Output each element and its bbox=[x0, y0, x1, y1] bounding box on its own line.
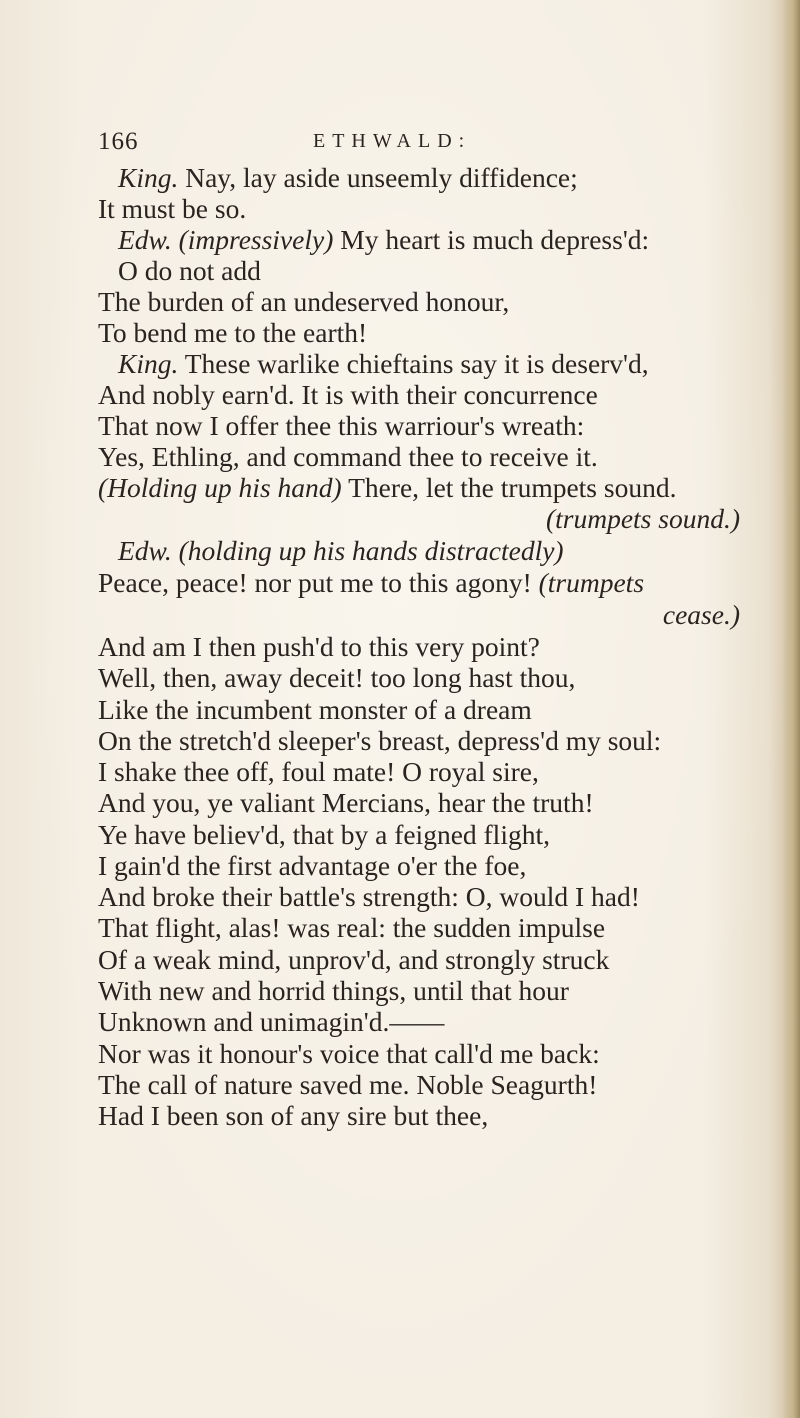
speaker-name: King. bbox=[118, 162, 179, 193]
stage-direction: (trumpets bbox=[538, 567, 645, 598]
line-text: Nor was it honour's voice that call'd me back: bbox=[98, 1038, 600, 1069]
line-text: Of a weak mind, unprov'd, and strongly struck bbox=[98, 944, 610, 975]
line-text: To bend me to the earth! bbox=[98, 317, 368, 348]
speaker-name: Edw. bbox=[118, 224, 172, 255]
text-line bbox=[98, 533, 564, 569]
line-text: Peace, peace! nor put me to this agony! bbox=[98, 567, 539, 598]
line-text: I gain'd the first advantage o'er the foe, bbox=[98, 850, 527, 881]
text-line bbox=[546, 501, 740, 537]
line-text: It must be so. bbox=[98, 193, 247, 224]
running-head bbox=[98, 128, 658, 160]
line-text: Nay, lay aside unseemly diffidence; bbox=[178, 162, 578, 193]
line-text: And nobly earn'd. It is with their concurrence bbox=[98, 379, 598, 410]
line-text: These warlike chieftains say it is deserv'd, bbox=[178, 348, 649, 379]
line-text: I shake thee off, foul mate! O royal sire, bbox=[98, 756, 539, 787]
stage-direction: (impressively) bbox=[171, 224, 334, 255]
speaker-name: King. bbox=[118, 348, 179, 379]
line-text: Had I been son of any sire but thee, bbox=[98, 1100, 489, 1131]
line-text: My heart is much depress'd: bbox=[333, 224, 650, 255]
line-text: The burden of an undeserved honour, bbox=[98, 286, 510, 317]
speaker-name: Edw. bbox=[118, 535, 172, 566]
line-text: O do not add bbox=[118, 255, 261, 286]
line-text: With new and horrid things, until that hour bbox=[98, 975, 569, 1006]
line-text: And broke their battle's strength: O, would I had! bbox=[98, 881, 640, 912]
text-line bbox=[663, 597, 740, 633]
line-text: And am I then push'd to this very point? bbox=[98, 631, 540, 662]
line-text: Yes, Ethling, and command thee to receive it. bbox=[98, 441, 598, 472]
text-line bbox=[98, 1098, 488, 1134]
text-line bbox=[98, 910, 605, 946]
stage-direction: (Holding up his hand) bbox=[98, 472, 342, 503]
stage-direction: (trumpets sound.) bbox=[545, 503, 740, 534]
text-line bbox=[98, 785, 594, 821]
running-title: ETHWALD: bbox=[313, 130, 472, 152]
line-text: There, let the trumpets sound. bbox=[341, 472, 677, 503]
text-line bbox=[98, 1004, 444, 1040]
line-text: Ye have believ'd, that by a feigned flight, bbox=[98, 819, 550, 850]
line-text: Well, then, away deceit! too long hast thou, bbox=[98, 662, 576, 693]
line-text: Like the incumbent monster of a dream bbox=[98, 694, 532, 725]
page-number: 166 bbox=[98, 128, 139, 155]
stage-direction: cease.) bbox=[662, 599, 740, 630]
line-text: The call of nature saved me. Noble Seagurth! bbox=[98, 1069, 598, 1100]
text-line bbox=[98, 565, 644, 601]
stage-direction: (holding up his hands distractedly) bbox=[171, 535, 564, 566]
line-text: That flight, alas! was real: the sudden impulse bbox=[98, 912, 606, 943]
text-line bbox=[98, 660, 575, 696]
line-text: And you, ye valiant Mercians, hear the truth! bbox=[98, 787, 594, 818]
page-edge-shadow bbox=[782, 0, 800, 1418]
line-text: Unknown and unimagin'd.—— bbox=[98, 1006, 445, 1037]
line-text: That now I offer thee this warriour's wreath: bbox=[98, 410, 585, 441]
line-text: On the stretch'd sleeper's breast, depress'd my soul: bbox=[98, 725, 662, 756]
